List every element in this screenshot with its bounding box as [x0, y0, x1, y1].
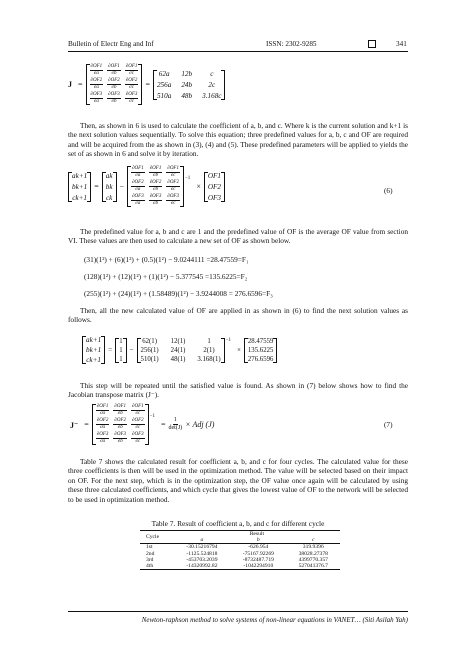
jacobian-values-matrix: 62a 12b c 256a 24b 2c 510a 48b 3.168c	[153, 70, 226, 100]
table-row: 2nd -1125.524818 -75167.92269 38028.27378	[146, 550, 328, 557]
solution-matrix: 62(1) 12(1) 1 256(1) 24(1) 2(1) 510(1) 48(1) 3.168(1)	[137, 338, 225, 363]
table-row: 1st -30.15216794 -626.954 319.9396	[146, 544, 324, 551]
paragraph-4: This step will be repeated until the satisfied value is found. As shown in (7) below shows how to find the Jacobian transpose matrix (J⁻).	[68, 381, 408, 400]
of-vector: OF1 OF2 OF3	[204, 172, 225, 202]
jacobian-symbol: J	[68, 80, 72, 89]
paragraph-3: Then, all the new calculated value of OF are applied in as shown in (6) to find the next solution values as follows.	[68, 306, 408, 325]
col-cycle: Cycle	[140, 531, 174, 544]
eq6-partials-matrix: $\frac{\partial OF1}{\partial a}$ $\frac{\partial OF1}{\partial b}$ $\frac{\partial OF1}{\partial c}$ $\frac{\partial OF2}{\partial a}$ $\frac{\partial OF2}{\partial b}$ $\frac{\partial OF2}{\partial c}$ $\frac{\partial OF3}{\partial a}$ $\frac{\partial OF3}{\partial b}$ $\frac{\partial OF3}{\partial c}$	[127, 166, 184, 207]
footer-citation: Newton-raphson method to solve systems of non-linear equations in VANET… (Siti Asilah Yah)	[141, 616, 408, 624]
header-journal: Bulletin of Electr Eng and Inf	[68, 40, 154, 48]
header-rule	[68, 51, 408, 52]
results-table: Cycle Result a b c 1st -30.15216794 -626.954 319.9396 2nd -1125.524818 -75167.92269 38028.27378 3rd -453703.2039 -8732487.719 4399770.357 4th -14320992.82 -1042294910 527041376.7	[140, 530, 340, 570]
equation-7: J⁻ = $\frac{\partial OF1}{\partial a}$ $\frac{\partial OF1}{\partial b}$ $\frac{\partial OF1}{\partial c}$ $\frac{\partial OF2}{\partial a}$ $\frac{\partial OF2}{\partial b}$ $\frac{\partial OF2}{\partial c}$ $\frac{\partial OF3}{\partial a}$ $\frac{\partial OF3}{\partial b}$ $\frac{\partial OF3}{\partial c}$ −1 = $\frac{1}{\det(J)}$ × Adj (J)	[70, 404, 215, 444]
header-box-icon	[368, 40, 376, 48]
of-line-2: (128)(1²) + (12)(1²) + (1)(1²) − 5.377545 =135.6225=F₂	[84, 272, 248, 281]
paragraph-2: The predefined value for a, b and c are 1 and the predefined value of OF is the average OF value from section VI. These values are then used to calculate a new set of OF as shown below.	[68, 227, 408, 246]
table-row: 4th -14320992.82 -1042294910 527041376.7	[140, 563, 340, 570]
table-caption: Table 7. Result of coefficient a, b, and c for different cycle	[151, 519, 325, 528]
of-line-3: (255)(1²) + (24)(1²) + (1.58489)(1²) − 3.9244008 = 276.6596=F₃	[84, 289, 273, 298]
solution-equation: ak+1 bk+1 ck+1 = 1 1 1 − 62(1) 12(1) 1 256(1) 24(1) 2(1) 510(1) 48(1) 3.168(1) −1 × 28.47559 135.6225 276.6596	[82, 336, 277, 364]
inverse-det-fraction: $\frac{1}{\det(J)}$	[168, 417, 183, 431]
footer-rule	[68, 611, 408, 612]
jacobian-equation: J = $\frac{\partial OF1}{\partial a}$ $\frac{\partial OF1}{\partial b}$ $\frac{\partial OF1}{\partial c}$ $\frac{\partial OF2}{\partial a}$ $\frac{\partial OF2}{\partial b}$ $\frac{\partial OF2}{\partial c}$ $\frac{\partial OF3}{\partial a}$ $\frac{\partial OF3}{\partial b}$ $\frac{\partial OF3}{\partial c}$ = 62a 12b c 256a 24b 2c 510a 48b 3.168c	[68, 64, 225, 105]
next-coeff-vector: ak+1 bk+1 ck+1	[68, 172, 91, 202]
table-row: 3rd -453703.2039 -8732487.719 4399770.357	[146, 556, 328, 563]
of-line-1: (31)(1²) + (6)(1²) + (0.5)(1²) − 9.0244111 =28.47559=F₁	[84, 255, 249, 264]
eq7-partials-matrix: $\frac{\partial OF1}{\partial a}$ $\frac{\partial OF1}{\partial b}$ $\frac{\partial OF1}{\partial c}$ $\frac{\partial OF2}{\partial a}$ $\frac{\partial OF2}{\partial b}$ $\frac{\partial OF2}{\partial c}$ $\frac{\partial OF3}{\partial a}$ $\frac{\partial OF3}{\partial b}$ $\frac{\partial OF3}{\partial c}$	[92, 404, 149, 445]
jacobian-partials-matrix: $\frac{\partial OF1}{\partial a}$ $\frac{\partial OF1}{\partial b}$ $\frac{\partial OF1}{\partial c}$ $\frac{\partial OF2}{\partial a}$ $\frac{\partial OF2}{\partial b}$ $\frac{\partial OF2}{\partial c}$ $\frac{\partial OF3}{\partial a}$ $\frac{\partial OF3}{\partial b}$ $\frac{\partial OF3}{\partial c}$	[86, 64, 143, 105]
header-page-number: 341	[396, 40, 407, 48]
current-coeff-vector: ak bk ck	[102, 172, 117, 202]
header-issn: ISSN: 2302-9285	[266, 40, 317, 48]
equation-6-number: (6)	[384, 186, 393, 195]
solution-of-vector: 28.47559 135.6225 276.6596	[244, 338, 278, 363]
paragraph-1: Then, as shown in 6 is used to calculate the coefficient of a, b, and c. Where k is the current solution and k+1 is the next solution values sequentially. To solve this equation; three predefined values for a, b, c and OF are required and will be acquired from the as shown in (3), (4) and (5). These predefined parameters will be applied to yields the set of as shown in 6 and solve it by iteration.	[68, 121, 408, 159]
col-result: Result	[174, 531, 340, 538]
equation-6: ak+1 bk+1 ck+1 = ak bk ck − $\frac{\partial OF1}{\partial a}$ $\frac{\partial OF1}{\partial b}$ $\frac{\partial OF1}{\partial c}$ $\frac{\partial OF2}{\partial a}$ $\frac{\partial OF2}{\partial b}$ $\frac{\partial OF2}{\partial c}$ $\frac{\partial OF3}{\partial a}$ $\frac{\partial OF3}{\partial b}$ $\frac{\partial OF3}{\partial c}$ −1 × OF1 OF2 OF3	[68, 166, 225, 207]
paragraph-5: Table 7 shows the calculated result for coefficient a, b, and c for four cycles. The calculated value for these three coefficients is then will be used in the optimization method. The value will be selected based on their impact on OF. For the next step, which is in the optimization step, the OF value once again will be calculated by using these three calculated coefficients, and which cycle that gives the lowest value of OF to the network will be selected to be used in optimization method.	[68, 457, 408, 504]
equation-7-number: (7)	[384, 420, 393, 429]
